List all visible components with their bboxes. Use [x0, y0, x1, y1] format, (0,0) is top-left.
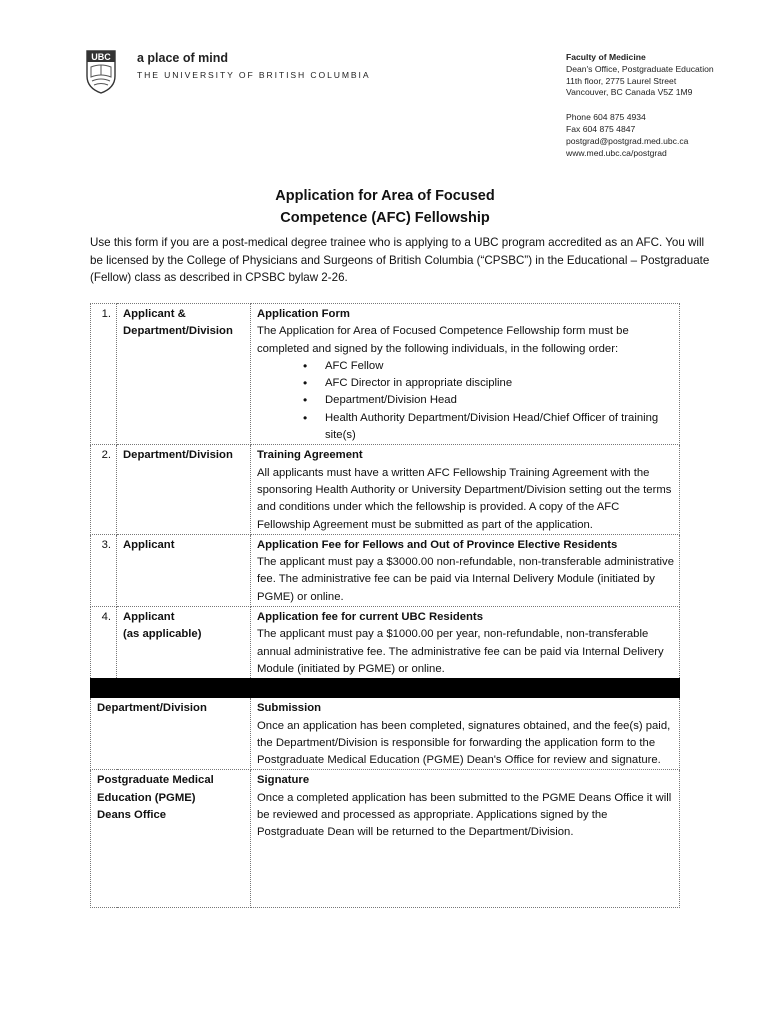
row-heading: Submission — [257, 702, 322, 715]
intro-text: Use this form if you are a post-medical degree trainee who is applying to a UBC program accredited as an AFC. You will be licensed by the College of Physicians and Surgeons of British Columbia (“CPSBC”) in the Educational – Postgraduate (Fellow) class as described in CPSBC bylaw 2-26. — [90, 236, 710, 284]
table-row: 4. Applicant (as applicable) Application fee for current UBC Residents The applicant must pay a $1000.00 per year, non-refundable, non-transferable annual administrative fee. The administrative fee can be paid via Internal Delivery Module (initiated by PGME) or online. — [91, 607, 680, 679]
website-link[interactable]: www.med.ubc.ca/postgrad — [566, 147, 667, 158]
row-text: Once an application has been completed, signatures obtained, and the fee(s) paid, the Department/Division is responsible for forwarding the application form to the Postgraduate Medical Education (PGME) Dean's Office for review and signature. — [257, 719, 671, 767]
logo-text: UBC — [91, 52, 111, 62]
table-row: 1. Applicant & Department/Division Application Form The Application for Area of Focused Competence Fellowship form must be completed and signed by the following individuals, in the following order: • AFC Fellow • AFC Director in appropriate discipline • Department/Division Head • Health Authority Department/Division Head/Chief Officer of training site(s) — [91, 304, 680, 445]
table-row: 3. Applicant Application Fee for Fellows and Out of Province Elective Residents The applicant must pay a $3000.00 non-refundable, non-transferable administrative fee. The administrative fee can be paid via Internal Delivery Module (initiated by PGME) or online. — [91, 534, 680, 606]
signer-list — [257, 358, 674, 444]
requirements-table — [90, 303, 680, 908]
tagline: a place of mind — [137, 51, 228, 65]
city-line: Vancouver, BC Canada V5Z 1M9 — [566, 87, 693, 98]
office-name: Dean's Office, Postgraduate Education — [566, 63, 714, 74]
fax: Fax 604 875 4847 — [566, 123, 636, 134]
section-divider — [91, 679, 680, 698]
row-text: All applicants must have a written AFC Fellowship Training Agreement with the sponsoring Health Authority or University Department/Division setting out the terms and conditions under which the fellowship is provided. A copy of the AFC Fellowship Agreement must be submitted as part of the application. — [257, 466, 672, 531]
list-item: • AFC Director in appropriate discipline — [325, 375, 674, 392]
table-row: Department/Division Submission Once an application has been completed, signatures obtained, and the fee(s) paid, the Department/Division is responsible for forwarding the application form to the Postgraduate Medical Education (PGME) Dean's Office for review and signature. — [91, 698, 680, 770]
university-name: THE UNIVERSITY OF BRITISH COLUMBIA — [137, 70, 371, 80]
table-row: 2. Department/Division Training Agreement All applicants must have a written AFC Fellowship Training Agreement with the sponsoring Health Authority or University Department/Division setting out the terms and conditions under which the fellowship is provided. A copy of the AFC Fellowship Agreement must be submitted as part of the application. — [91, 445, 680, 534]
row-text: The applicant must pay a $3000.00 non-refundable, non-transferable administrative fee. The administrative fee can be paid via Internal Delivery Module (initiated by PGME) or online. — [257, 556, 674, 603]
address-line: 11th floor, 2775 Laurel Street — [566, 75, 677, 86]
row-heading: Signature — [257, 774, 310, 787]
row-heading: Application fee for current UBC Residents — [257, 611, 483, 624]
list-item: • AFC Fellow — [325, 358, 674, 375]
ubc-logo — [86, 50, 116, 94]
row-heading: Application Form — [257, 308, 350, 320]
contact-block — [566, 52, 736, 159]
faculty-name: Faculty of Medicine — [566, 52, 646, 62]
table-row: Postgraduate Medical Education (PGME) Deans Office Signature Once a completed application has been submitted to the PGME Deans Office it will be reviewed and processed as appropriate. Applications signed by the Postgraduate Dean will be returned to the Department/Division. — [91, 770, 680, 908]
row-text: The applicant must pay a $1000.00 per year, non-refundable, non-transferable annual administrative fee. The administrative fee can be paid via Internal Delivery Module (initiated by PGME) or online. — [257, 628, 664, 675]
row-text: Once a completed application has been submitted to the PGME Deans Office it will be reviewed and processed as appropriate. Applications signed by the Postgraduate Dean will be returned to the Department/Division. — [257, 791, 672, 839]
list-item: • Health Authority Department/Division Head/Chief Officer of training site(s) — [325, 410, 674, 445]
list-item: • Department/Division Head — [325, 392, 674, 409]
row-text: The Application for Area of Focused Competence Fellowship form must be completed and signed by the following individuals, in the following order: — [257, 325, 629, 355]
row-heading: Application Fee for Fellows and Out of Province Elective Residents — [257, 538, 618, 551]
phone: Phone 604 875 4934 — [566, 112, 646, 123]
page-title: Application for Area of Focused Competence (AFC) Fellowship — [275, 188, 495, 226]
email-link[interactable]: postgrad@postgrad.med.ubc.ca — [566, 135, 689, 146]
row-heading: Training Agreement — [257, 449, 363, 462]
